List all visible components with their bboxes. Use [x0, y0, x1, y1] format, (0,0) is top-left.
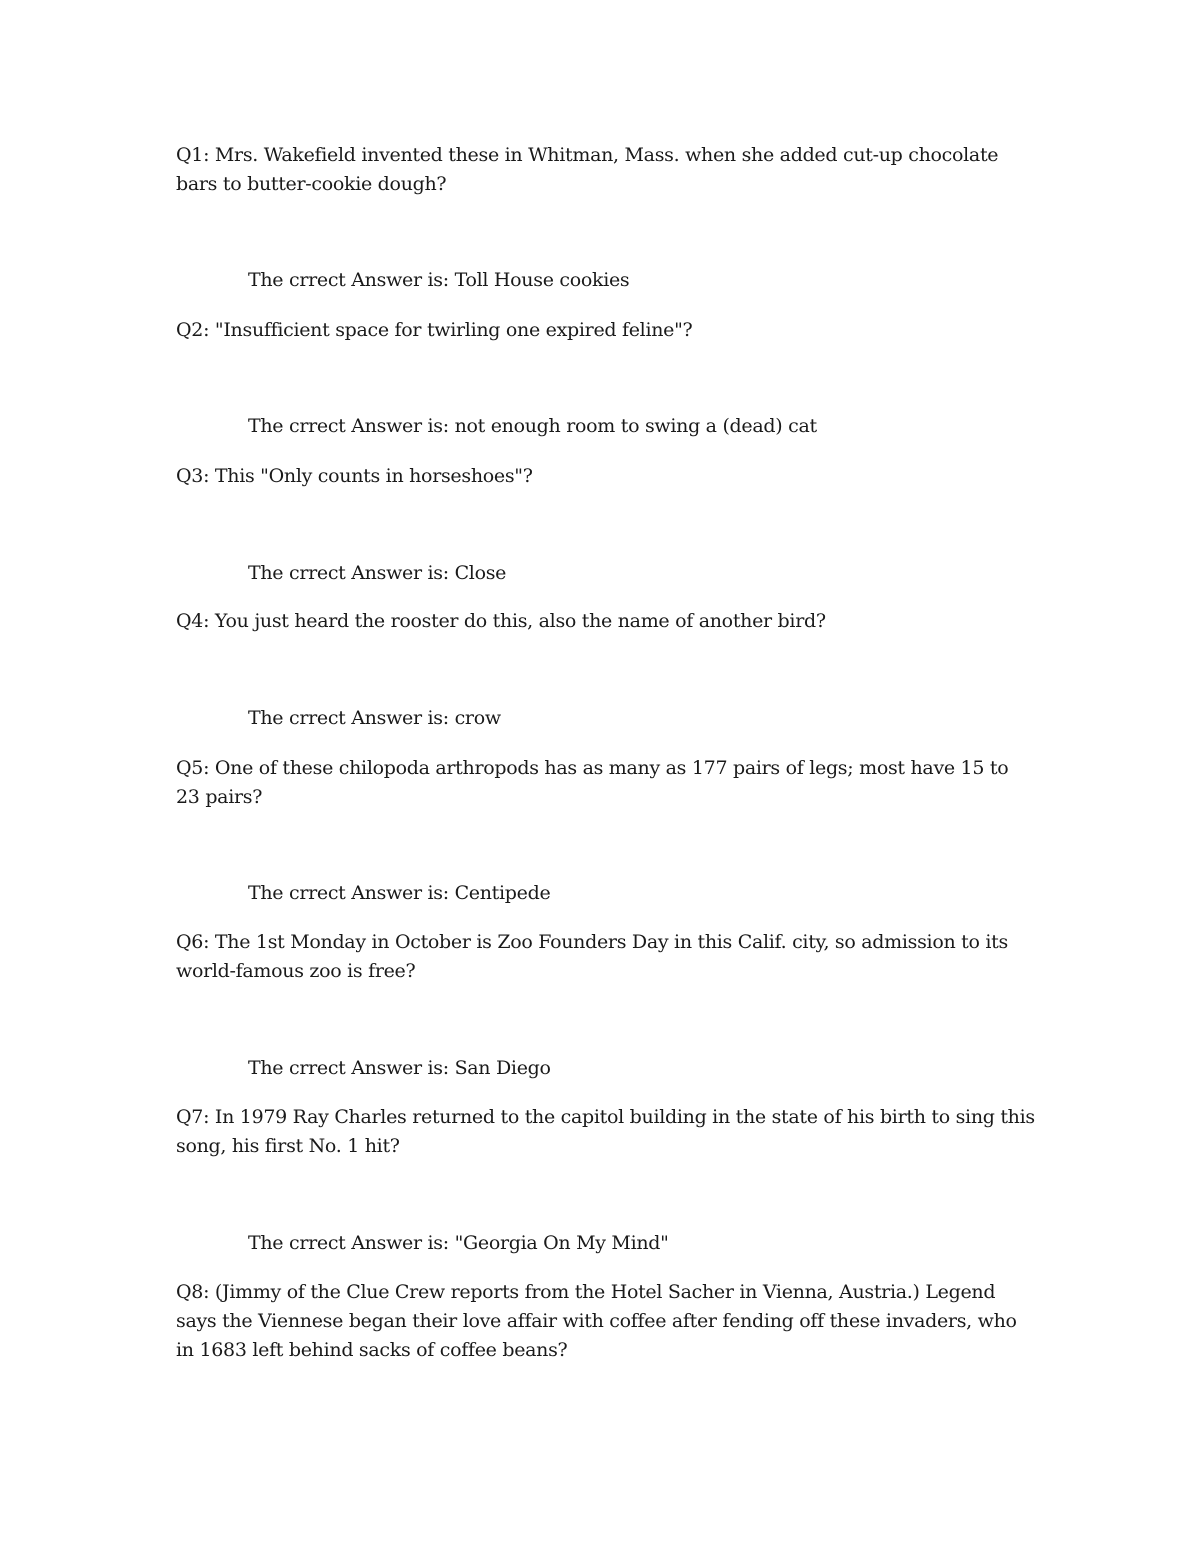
question-7: Q7: In 1979 Ray Charles returned to the capitol building in the state of his birth to sing this song, his first No. 1 hit?: [176, 1106, 1035, 1157]
question-6: Q6: The 1st Monday in October is Zoo Founders Day in this Calif. city, so admission to its world-famous zoo is free?: [176, 931, 1008, 982]
question-8: Q8: (Jimmy of the Clue Crew reports from the Hotel Sacher in Vienna, Austria.) Legend says the Viennese began their love affair with coffee after fending off these invaders, who in 1683 left behind sacks of coffee beans?: [176, 1281, 1017, 1361]
answer-1: The crrect Answer is: Toll House cookies: [248, 269, 630, 291]
answer-7: The crrect Answer is: "Georgia On My Mind": [248, 1232, 669, 1254]
question-3: Q3: This "Only counts in horseshoes"?: [176, 465, 533, 487]
question-1: Q1: Mrs. Wakefield invented these in Whitman, Mass. when she added cut-up chocolate bars to butter-cookie dough?: [176, 144, 999, 195]
answer-5: The crrect Answer is: Centipede: [248, 882, 551, 904]
question-5: Q5: One of these chilopoda arthropods has as many as 177 pairs of legs; most have 15 to 23 pairs?: [176, 757, 1009, 808]
answer-3: The crrect Answer is: Close: [248, 562, 507, 584]
answer-4: The crrect Answer is: crow: [248, 707, 501, 729]
answer-2: The crrect Answer is: not enough room to swing a (dead) cat: [248, 415, 817, 437]
question-4: Q4: You just heard the rooster do this, also the name of another bird?: [176, 610, 826, 632]
answer-6: The crrect Answer is: San Diego: [248, 1057, 551, 1079]
question-2: Q2: "Insufficient space for twirling one expired feline"?: [176, 319, 693, 341]
